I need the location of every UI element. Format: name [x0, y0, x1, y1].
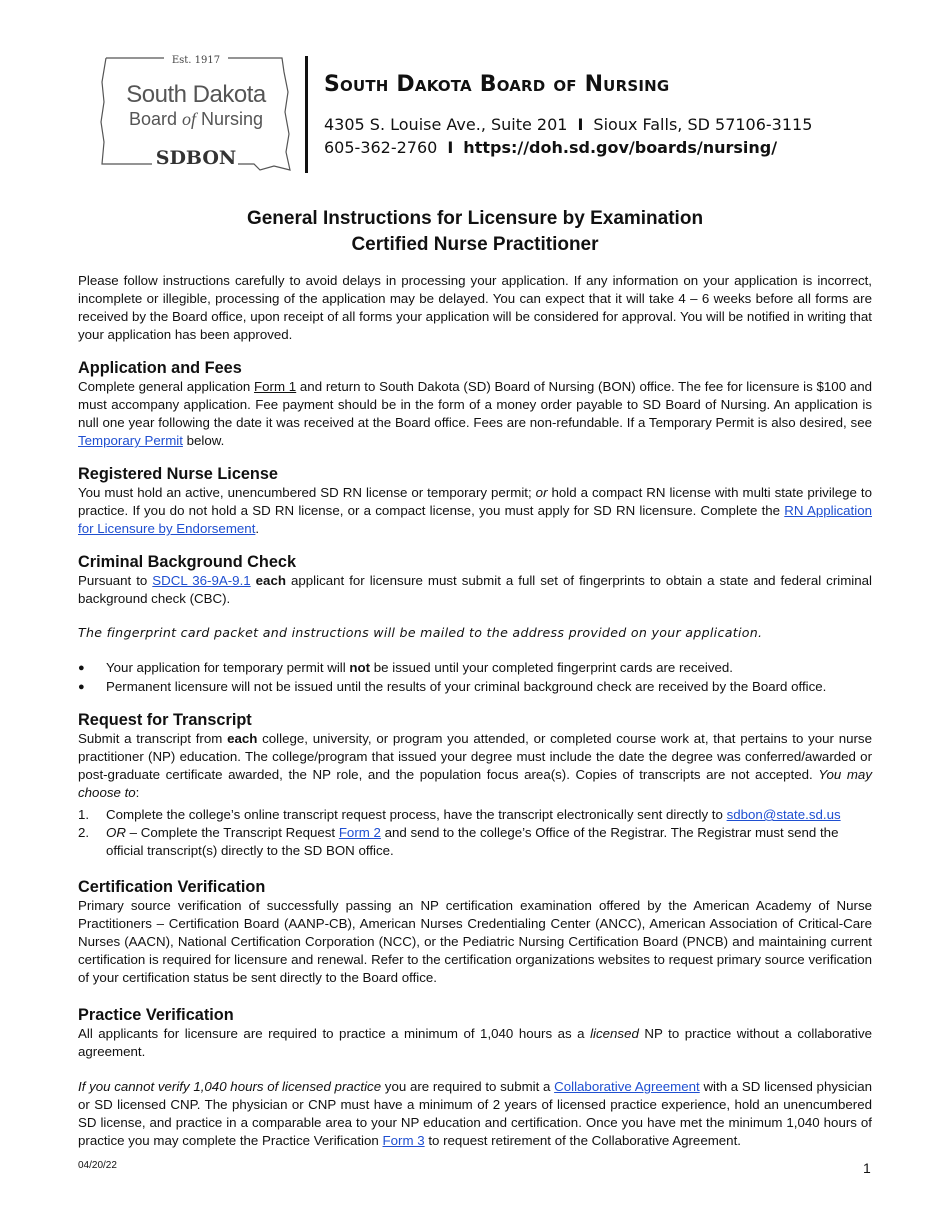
fingerprint-note: The fingerprint card packet and instructions will be mailed to the address provided on your application. — [78, 625, 763, 640]
sdcl-link[interactable]: SDCL 36-9A-9.1 — [152, 573, 251, 588]
page-number: 1 — [863, 1160, 871, 1176]
website-url[interactable]: https://doh.sd.gov/boards/nursing/ — [463, 138, 778, 157]
practice-text-1: All applicants for licensure are required to practice a minimum of 1,040 hours as a licensed NP to practice without a collaborative agreement. — [78, 1026, 872, 1059]
main-content — [78, 272, 872, 1150]
temporary-permit-link[interactable]: Temporary Permit — [78, 433, 183, 448]
heading-criminal-background-check: Criminal Background Check — [78, 553, 297, 571]
collaborative-agreement-link[interactable]: Collaborative Agreement — [554, 1079, 700, 1094]
practice-text-2: If you cannot verify 1,040 hours of licensed practice you are required to submit a Collaborative Agreement with a SD licensed physician or SD licensed CNP. The physician or CNP must have a minimum of 2 years of licensed practice experience, hold an unencumbered SD license, and practice in a comparable area to your NP education and certification. Once you have met the minimum 1,040 hours of practice you may complete the Practice Verification Form 3 to request retirement of the Collaborative Agreement. — [78, 1079, 872, 1148]
transcript-text: Submit a transcript from each college, university, or program you attended, or completed course work at, that pertains to your nurse practitioner (NP) education. The college/program that issued your degree must include the date the degree was conferred/awarded or post-graduate certificate awarded, the NP role, and the population focus area(s). Copies of transcripts are not accepted. You may choose to: — [78, 731, 872, 800]
form-3-link[interactable]: Form 3 — [382, 1133, 425, 1148]
doc-title: General Instructions for Licensure by Examination — [246, 208, 704, 229]
list-item: ● Permanent licensure will not be issued until the results of your criminal background check are received by the Board office. — [78, 678, 872, 696]
cbc-bullet-list — [78, 659, 872, 696]
logo-name-line2: Board of Nursing — [128, 109, 264, 129]
form-1-link[interactable]: Form 1 — [254, 379, 297, 394]
application-fees-text: Complete general application Form 1 and return to South Dakota (SD) Board of Nursing (BON) office. The fee for licensure is $100 and must accompany application. Fee payment should be in the form of a money order payable to SD Board of Nursing. An application is null one year following the date it was received at the Board office. Fees are non-refundable. If a Temporary Permit is also desired, see Temporary Permit below. — [78, 379, 873, 448]
rn-license-text: You must hold an active, unencumbered SD RN license or temporary permit; or hold a compact RN license with multi state privilege to practice. If you do not hold a SD RN license, or a compact license, you must apply for SD RN licensure. Complete the RN Application for Licensure by Endorsement. — [78, 485, 873, 536]
logo-name-line1: South Dakota — [126, 81, 266, 108]
contact-line — [324, 138, 777, 157]
heading-certification-verification: Certification Verification — [78, 878, 266, 896]
certification-verification-text: Primary source verification of successfully passing an NP certification examination offered by the American Academy of Nurse Practitioners – Certification Board (AANP-CB), American Nurses Credentialing Center (ANCC), American Association of Critical-Care Nurses (AACN), National Certification Corporation (NCC), or the Pediatric Nursing Certification Board (PNCB) and maintaining current certification is required for licensure and renewal. Refer to the certification organizations websites to request primary source verification of your certification status be sent directly to the Board office. — [78, 898, 872, 985]
heading-application-fees: Application and Fees — [78, 359, 242, 377]
logo-est: Est. 1917 — [171, 55, 221, 66]
city-state-zip: Sioux Falls, SD 57106-3115 — [593, 115, 813, 134]
heading-practice-verification: Practice Verification — [78, 1006, 234, 1024]
doc-subtitle: Certified Nurse Practitioner — [351, 234, 599, 255]
address-line — [324, 115, 812, 134]
transcript-options-list — [78, 806, 872, 860]
heading-request-transcript: Request for Transcript — [78, 711, 252, 729]
revision-date: 04/20/22 — [78, 1160, 117, 1171]
sdbon-logo — [98, 52, 294, 176]
phone-number: 605-362-2760 — [324, 138, 438, 157]
street-address: 4305 S. Louise Ave., Suite 201 — [324, 115, 568, 134]
intro-paragraph: Please follow instructions carefully to avoid delays in processing your application. If any information on your application is incorrect, incomplete or illegible, processing of the application may be delayed. You can expect that it will take 4 – 6 weeks before all forms are received by the Board office, upon receipt of all forms your application will be considered for approval. You will be notified in writing that your application has been approved. — [78, 273, 872, 342]
header-divider — [305, 56, 308, 173]
form-2-link[interactable]: Form 2 — [338, 825, 381, 840]
heading-rn-license: Registered Nurse License — [78, 465, 278, 483]
separator: I — [577, 115, 584, 134]
list-item: 1. Complete the college’s online transcript request process, have the transcript electronically sent directly to sdbon@state.sd.us — [78, 807, 841, 822]
list-item: 2. OR – Complete the Transcript Request Form 2 and send to the college’s Office of the Registrar. The Registrar must send the official transcript(s) directly to the SD BON office. — [78, 825, 839, 858]
org-name: South Dakota Board of Nursing — [324, 72, 670, 97]
separator: I — [447, 138, 454, 157]
logo-abbr: SDBON — [155, 147, 237, 169]
list-item: ● Your application for temporary permit will not be issued until your completed fingerprint cards are received. — [78, 659, 872, 677]
sdbon-email-link[interactable]: sdbon@state.sd.us — [726, 807, 841, 822]
cbc-text: Pursuant to SDCL 36-9A-9.1 each applicant for licensure must submit a full set of fingerprints to obtain a state and federal criminal background check (CBC). — [78, 573, 872, 606]
rn-application-link[interactable]: RN Application for Licensure by Endorsement — [78, 503, 872, 536]
